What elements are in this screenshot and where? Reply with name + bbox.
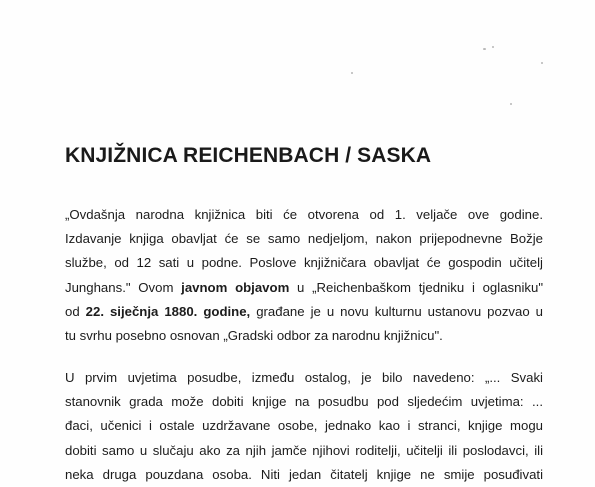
paragraph-line: službe, od 12 sati u podne. Poslove knjižničara obavljat će gospodin učitelj bbox=[65, 255, 543, 271]
scan-speck bbox=[483, 48, 486, 50]
paragraph-line: od 22. siječnja 1880. godine, građane je u novu kulturnu ustanovu pozvao u bbox=[65, 303, 543, 319]
paragraph-line: Junghans." Ovom javnom objavom u „Reichenbaškom tjedniku i oglasniku" bbox=[65, 279, 543, 295]
paragraph-line: dobiti samo u slučaju ako za njih jamče njihovi roditelji, učitelji ili poslodavci, ili bbox=[65, 442, 543, 458]
bold-phrase: javnom objavom bbox=[181, 279, 290, 295]
paragraph-1 bbox=[65, 203, 543, 348]
paragraph-line: tu svrhu posebno osnovan „Gradski odbor za narodnu knjižnicu". bbox=[65, 328, 443, 344]
paragraph-line: neka druga pouzdana osoba. Niti jedan čitatelj knjige ne smije posuđivati bbox=[65, 466, 543, 482]
paragraph-line: stanovnik grada može dobiti knjige na posudbu pod sljedećim uvjetima: ... bbox=[65, 394, 543, 410]
paragraph-line: „Ovdašnja narodna knjižnica biti će otvorena od 1. veljače ove godine. bbox=[65, 207, 543, 222]
bold-date: 22. siječnja 1880. godine, bbox=[85, 303, 251, 319]
paragraph-line: U prvim uvjetima posudbe, između ostalog, je bilo navedeno: „... Svaki bbox=[65, 370, 543, 385]
scan-speck bbox=[541, 62, 543, 64]
paragraph-2 bbox=[65, 366, 543, 487]
paragraph-line: đaci, učenici i ostale uzdržavane osobe, jednako kao i stranci, knjige mogu bbox=[65, 418, 543, 434]
scan-speck bbox=[492, 46, 494, 48]
page-title: KNJIŽNICA REICHENBACH / SASKA bbox=[65, 144, 432, 167]
paragraph-line: Izdavanje knjiga obavljat će se samo nedjeljom, nakon prijepodnevne Božje bbox=[65, 231, 543, 247]
scan-speck bbox=[351, 72, 353, 74]
scan-speck bbox=[510, 103, 512, 105]
